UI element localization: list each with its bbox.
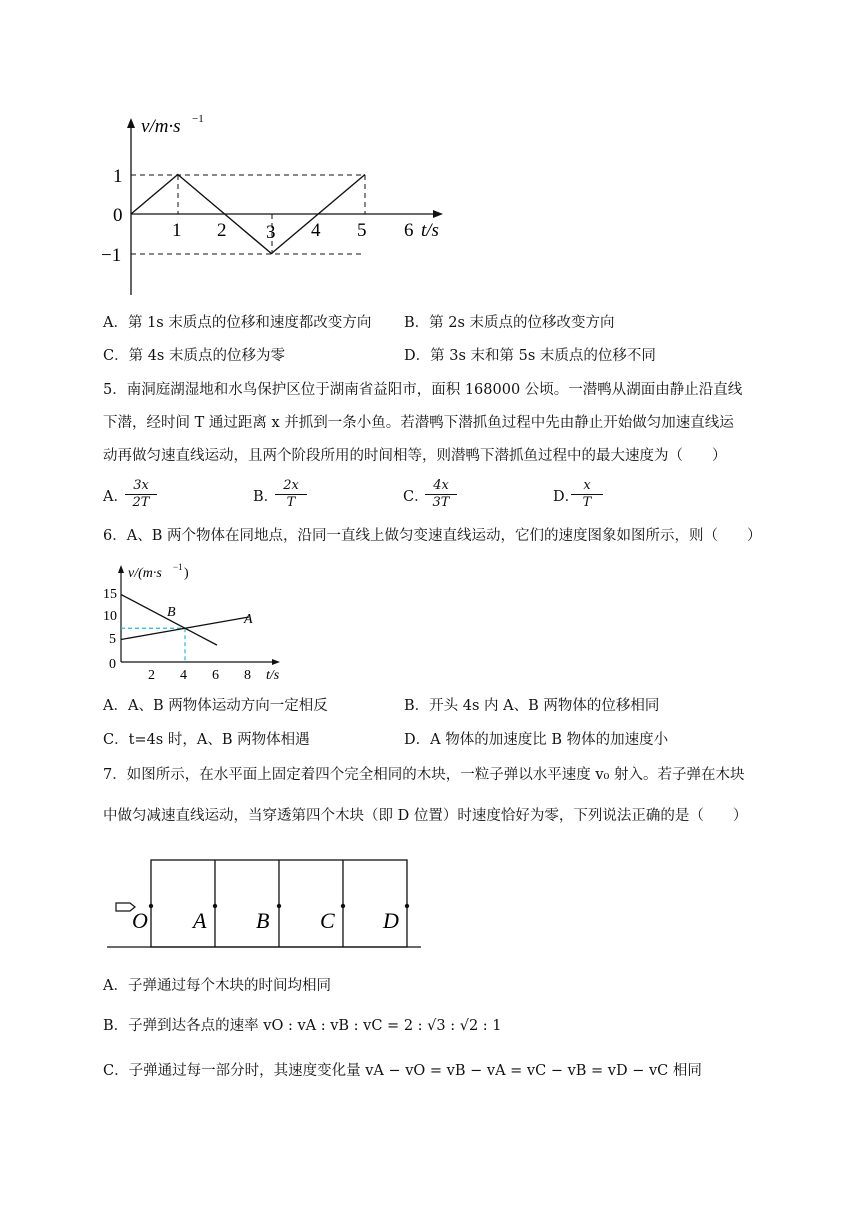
series-a-label: A xyxy=(244,612,253,627)
chart2-ytick-5: 5 xyxy=(109,632,116,647)
q5-option-a-label: A． xyxy=(103,489,128,505)
point-b-dot xyxy=(277,904,281,908)
point-d-dot xyxy=(405,904,409,908)
chart2-xlabel: t/s xyxy=(266,668,280,683)
x-axis-arrow xyxy=(272,659,280,665)
q5-option-d-fraction: $\frac{x}{T}$ xyxy=(571,478,603,511)
chart2-ylabel-end: ) xyxy=(184,566,189,581)
q5-option-c-label: C． xyxy=(403,489,429,505)
chart1-xtick-4: 4 xyxy=(311,220,321,241)
chart1-xtick-6: 6 xyxy=(404,220,414,241)
q6-stem: 6．A、B 两个物体在同地点，沿同一直线上做匀变速直线运动，它们的速度图象如图所示，则（ ） xyxy=(103,528,762,544)
chart2-ytick-15: 15 xyxy=(103,587,117,602)
y-axis-arrow xyxy=(127,118,135,128)
q6-option-c: C．t=4s 时，A、B 两物体相遇 xyxy=(103,732,310,748)
q7-option-a: A．子弹通过每个木块的时间均相同 xyxy=(103,978,331,994)
y-axis-arrow xyxy=(118,565,124,573)
chart2-ylabel: v/(m·s xyxy=(128,566,162,581)
point-c-dot xyxy=(341,904,345,908)
chart2-ylabel-sup: −1 xyxy=(173,562,183,572)
point-a-dot xyxy=(213,904,217,908)
wood-blocks-diagram xyxy=(100,850,440,955)
q4-option-a: A．第 1s 末质点的位移和速度都改变方向 xyxy=(103,315,372,331)
q7-stem-line2: 中做匀减速直线运动，当穿透第四个木块（即 D 位置）时速度恰好为零，下列说法正确的是（ ） xyxy=(103,808,748,824)
q4-option-c: C．第 4s 末质点的位移为零 xyxy=(103,348,285,364)
q5-option-c-fraction: $\frac{4x}{3T}$ xyxy=(425,478,457,511)
q5-option-a-fraction: $\frac{3x}{2T}$ xyxy=(125,478,157,511)
label-c: C xyxy=(320,908,335,933)
label-d: D xyxy=(383,908,399,933)
q5-option-b-fraction: $\frac{2x}{T}$ xyxy=(275,478,307,511)
velocity-time-chart-1 xyxy=(100,100,460,300)
chart1-xtick-5: 5 xyxy=(357,220,367,241)
q6-option-b: B．开头 4s 内 A、B 两物体的位移相同 xyxy=(404,698,660,714)
chart1-ylabel-sup: −1 xyxy=(192,113,204,125)
q5-stem-line1: 5．南洞庭湖湿地和水鸟保护区位于湖南省益阳市，面积 168000 公顷。一潜鸭从湖面由静止沿直线 xyxy=(103,382,743,398)
q5-stem-line2: 下潜，经时间 T 通过距离 x 并抓到一条小鱼。若潜鸭下潜抓鱼过程中先由静止开始做匀加速直线运 xyxy=(103,415,734,431)
q7-option-c: C．子弹通过每一部分时，其速度变化量 vA − vO = vB − vA = vC − vB = vD − vC 相同 xyxy=(103,1063,702,1079)
velocity-time-chart-2 xyxy=(100,555,300,690)
chart2-xtick-8: 8 xyxy=(244,668,251,683)
q4-option-d: D．第 3s 末和第 5s 末质点的位移不同 xyxy=(404,348,656,364)
chart1-xlabel: t/s xyxy=(421,220,439,241)
label-b: B xyxy=(256,908,270,933)
chart1-xtick-3: 3 xyxy=(266,222,276,243)
chart2-xtick-2: 2 xyxy=(148,668,155,683)
point-o-dot xyxy=(149,904,153,908)
label-a: A xyxy=(193,908,207,933)
q6-option-a: A．A、B 两物体运动方向一定相反 xyxy=(103,698,328,714)
chart2-xtick-4: 4 xyxy=(180,668,187,683)
chart1-xtick-1: 1 xyxy=(172,220,182,241)
q5-option-b-label: B． xyxy=(253,489,279,505)
chart2-xtick-6: 6 xyxy=(212,668,219,683)
q5-stem-line3: 动再做匀速直线运动，且两个阶段所用的时间相等，则潜鸭下潜抓鱼过程中的最大速度为（ ） xyxy=(103,448,727,464)
q7-option-b: B．子弹到达各点的速率 vO : vA : vB : vC = 2 : √3 : √2 : 1 xyxy=(103,1018,502,1034)
chart2-ytick-0: 0 xyxy=(109,657,116,672)
chart1-ytick-0: 0 xyxy=(113,205,123,226)
chart1-ytick-m1: −1 xyxy=(101,245,122,266)
chart1-xtick-2: 2 xyxy=(217,220,227,241)
q7-stem-line1: 7．如图所示，在水平面上固定着四个完全相同的木块，一粒子弹以水平速度 v₀ 射入。若子弹在木块 xyxy=(103,767,745,783)
q6-option-d: D．A 物体的加速度比 B 物体的加速度小 xyxy=(404,732,669,748)
chart1-ylabel: v/m·s xyxy=(141,116,181,137)
label-o: O xyxy=(132,908,148,933)
q4-option-b: B．第 2s 末质点的位移改变方向 xyxy=(404,315,615,331)
series-b-label: B xyxy=(167,605,176,620)
chart2-ytick-10: 10 xyxy=(103,609,117,624)
chart1-ytick-1: 1 xyxy=(113,166,123,187)
x-axis-arrow xyxy=(433,210,443,218)
q5-option-d-label: D． xyxy=(553,489,580,505)
